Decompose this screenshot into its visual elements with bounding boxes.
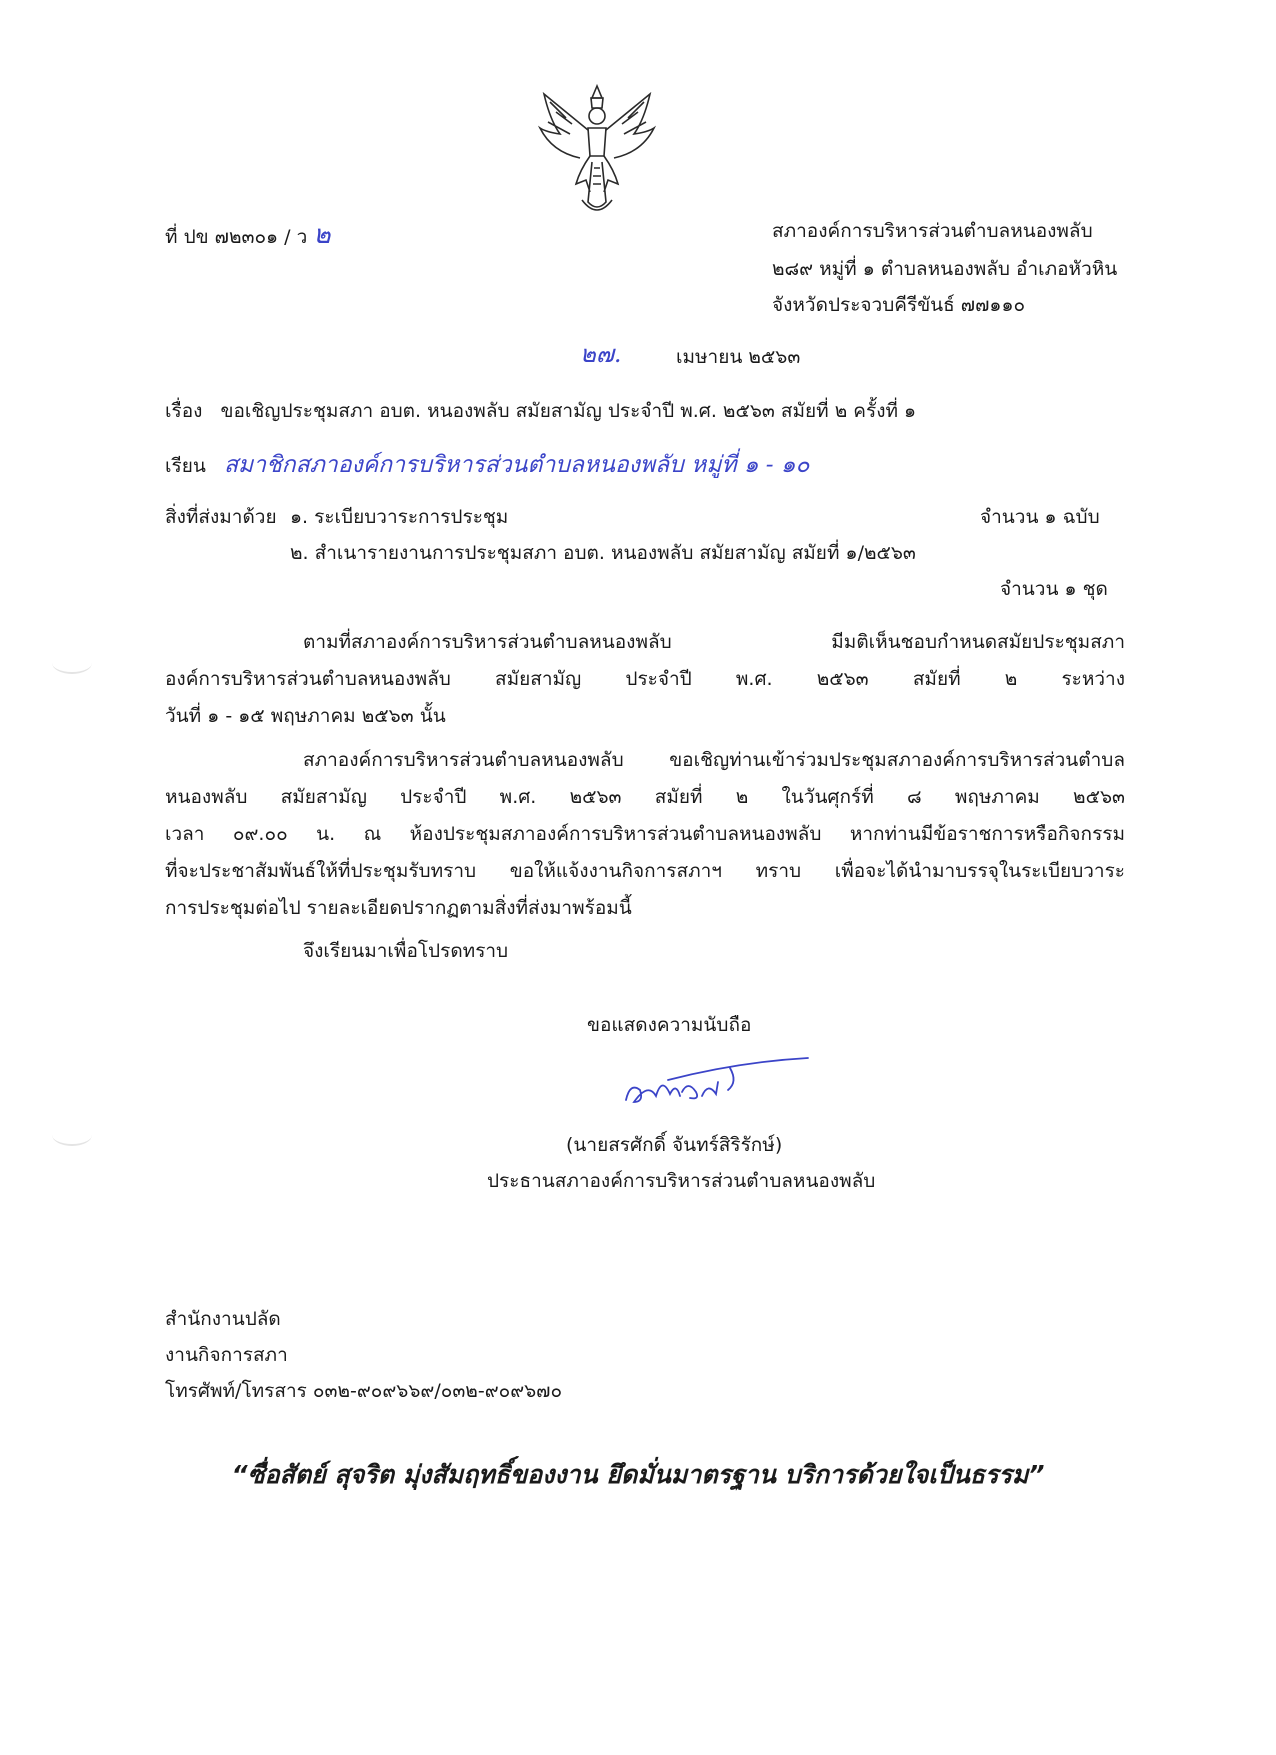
- paragraph-line: การประชุมต่อไป รายละเอียดปรากฏตามสิ่งที่ส่งมาพร้อมนี้: [165, 897, 632, 919]
- footer-section: งานกิจการสภา: [165, 1344, 288, 1366]
- handwritten-signature-icon: [618, 1052, 818, 1114]
- enclosure-item: ๒. สำเนารายงานการประชุมสภา อบต. หนองพลับ สมัยสามัญ สมัยที่ ๑/๒๕๖๓: [290, 542, 916, 564]
- subject-line: [165, 400, 916, 423]
- signer-name: (นายสรศักดิ์ จันทร์สิริรักษ์): [566, 1134, 783, 1156]
- footer-office: สำนักงานปลัด: [165, 1308, 281, 1330]
- recipient-label: เรียน: [165, 455, 206, 477]
- reference-number-printed: ที่ ปข ๗๒๓๐๑ / ว: [165, 226, 308, 248]
- hole-punch-mark: [52, 652, 92, 674]
- paragraph-line: สภาองค์การบริหารส่วนตำบลหนองพลับ ขอเชิญท่านเข้าร่วมประชุมสภาองค์การบริหารส่วนตำบล: [303, 749, 1125, 771]
- paragraph-line: องค์การบริหารส่วนตำบลหนองพลับ สมัยสามัญ ประจำปี พ.ศ. ๒๕๖๓ สมัยที่ ๒ ระหว่าง: [165, 668, 1125, 690]
- enclosure-quantity: จำนวน ๑ ชุด: [1000, 578, 1108, 600]
- footer-phone: โทรศัพท์/โทรสาร ๐๓๒-๙๐๙๖๖๙/๐๓๒-๙๐๙๖๗๐: [165, 1380, 563, 1402]
- paragraph-line: ตามที่สภาองค์การบริหารส่วนตำบลหนองพลับ มีมติเห็นชอบกำหนดสมัยประชุมสภา: [303, 631, 1125, 653]
- body-paragraph-2: [165, 742, 1125, 927]
- org-address-line: ๒๘๙ หมู่ที่ ๑ ตำบลหนองพลับ อำเภอหัวหิน: [772, 258, 1118, 280]
- garuda-emblem-icon: [536, 72, 658, 222]
- organization-motto: “ซื่อสัตย์ สุจริต มุ่งสัมฤทธิ์ของงาน ยึดมั่นมาตรฐาน บริการด้วยใจเป็นธรรม”: [231, 1460, 1045, 1489]
- regards-text: ขอแสดงความนับถือ: [587, 1014, 752, 1036]
- body-paragraph-1: [165, 624, 1125, 735]
- recipient-line: [165, 452, 809, 480]
- reference-number: [165, 220, 330, 251]
- hole-punch-mark: [52, 1124, 92, 1146]
- subject-label: เรื่อง: [165, 400, 203, 422]
- recipient-handwritten: สมาชิกสภาองค์การบริหารส่วนตำบลหนองพลับ หมู่ที่ ๑ - ๑๐: [223, 452, 810, 478]
- date-month-year: เมษายน ๒๕๖๓: [676, 346, 801, 368]
- enclosures-label: สิ่งที่ส่งมาด้วย: [165, 506, 277, 528]
- date-day-handwritten: ๒๗.: [580, 340, 622, 368]
- paragraph-line: หนองพลับ สมัยสามัญ ประจำปี พ.ศ. ๒๕๖๓ สมัยที่ ๒ ในวันศุกร์ที่ ๘ พฤษภาคม ๒๕๖๓: [165, 786, 1125, 808]
- paragraph-line: วันที่ ๑ - ๑๕ พฤษภาคม ๒๕๖๓ นั้น: [165, 705, 446, 727]
- org-name: สภาองค์การบริหารส่วนตำบลหนองพลับ: [772, 220, 1093, 242]
- closing-line: จึงเรียนมาเพื่อโปรดทราบ: [303, 940, 509, 962]
- paragraph-line: เวลา ๐๙.๐๐ น. ณ ห้องประชุมสภาองค์การบริหารส่วนตำบลหนองพลับ หากท่านมีข้อราชการหรือกิจกรรม: [165, 823, 1125, 845]
- enclosure-quantity: จำนวน ๑ ฉบับ: [980, 506, 1100, 528]
- org-province-line: จังหวัดประจวบคีรีขันธ์ ๗๗๑๑๐: [772, 294, 1026, 316]
- signer-position: ประธานสภาองค์การบริหารส่วนตำบลหนองพลับ: [487, 1170, 876, 1192]
- paragraph-line: ที่จะประชาสัมพันธ์ให้ที่ประชุมรับทราบ ขอให้แจ้งงานกิจการสภาฯ ทราบ เพื่อจะได้นำมาบรรจุในระเบียบวาระ: [165, 860, 1125, 882]
- subject-text: ขอเชิญประชุมสภา อบต. หนองพลับ สมัยสามัญ ประจำปี พ.ศ. ๒๕๖๓ สมัยที่ ๒ ครั้งที่ ๑: [220, 400, 917, 422]
- enclosure-item: ๑. ระเบียบวาระการประชุม: [290, 506, 509, 528]
- reference-number-handwritten: ๒: [313, 220, 331, 250]
